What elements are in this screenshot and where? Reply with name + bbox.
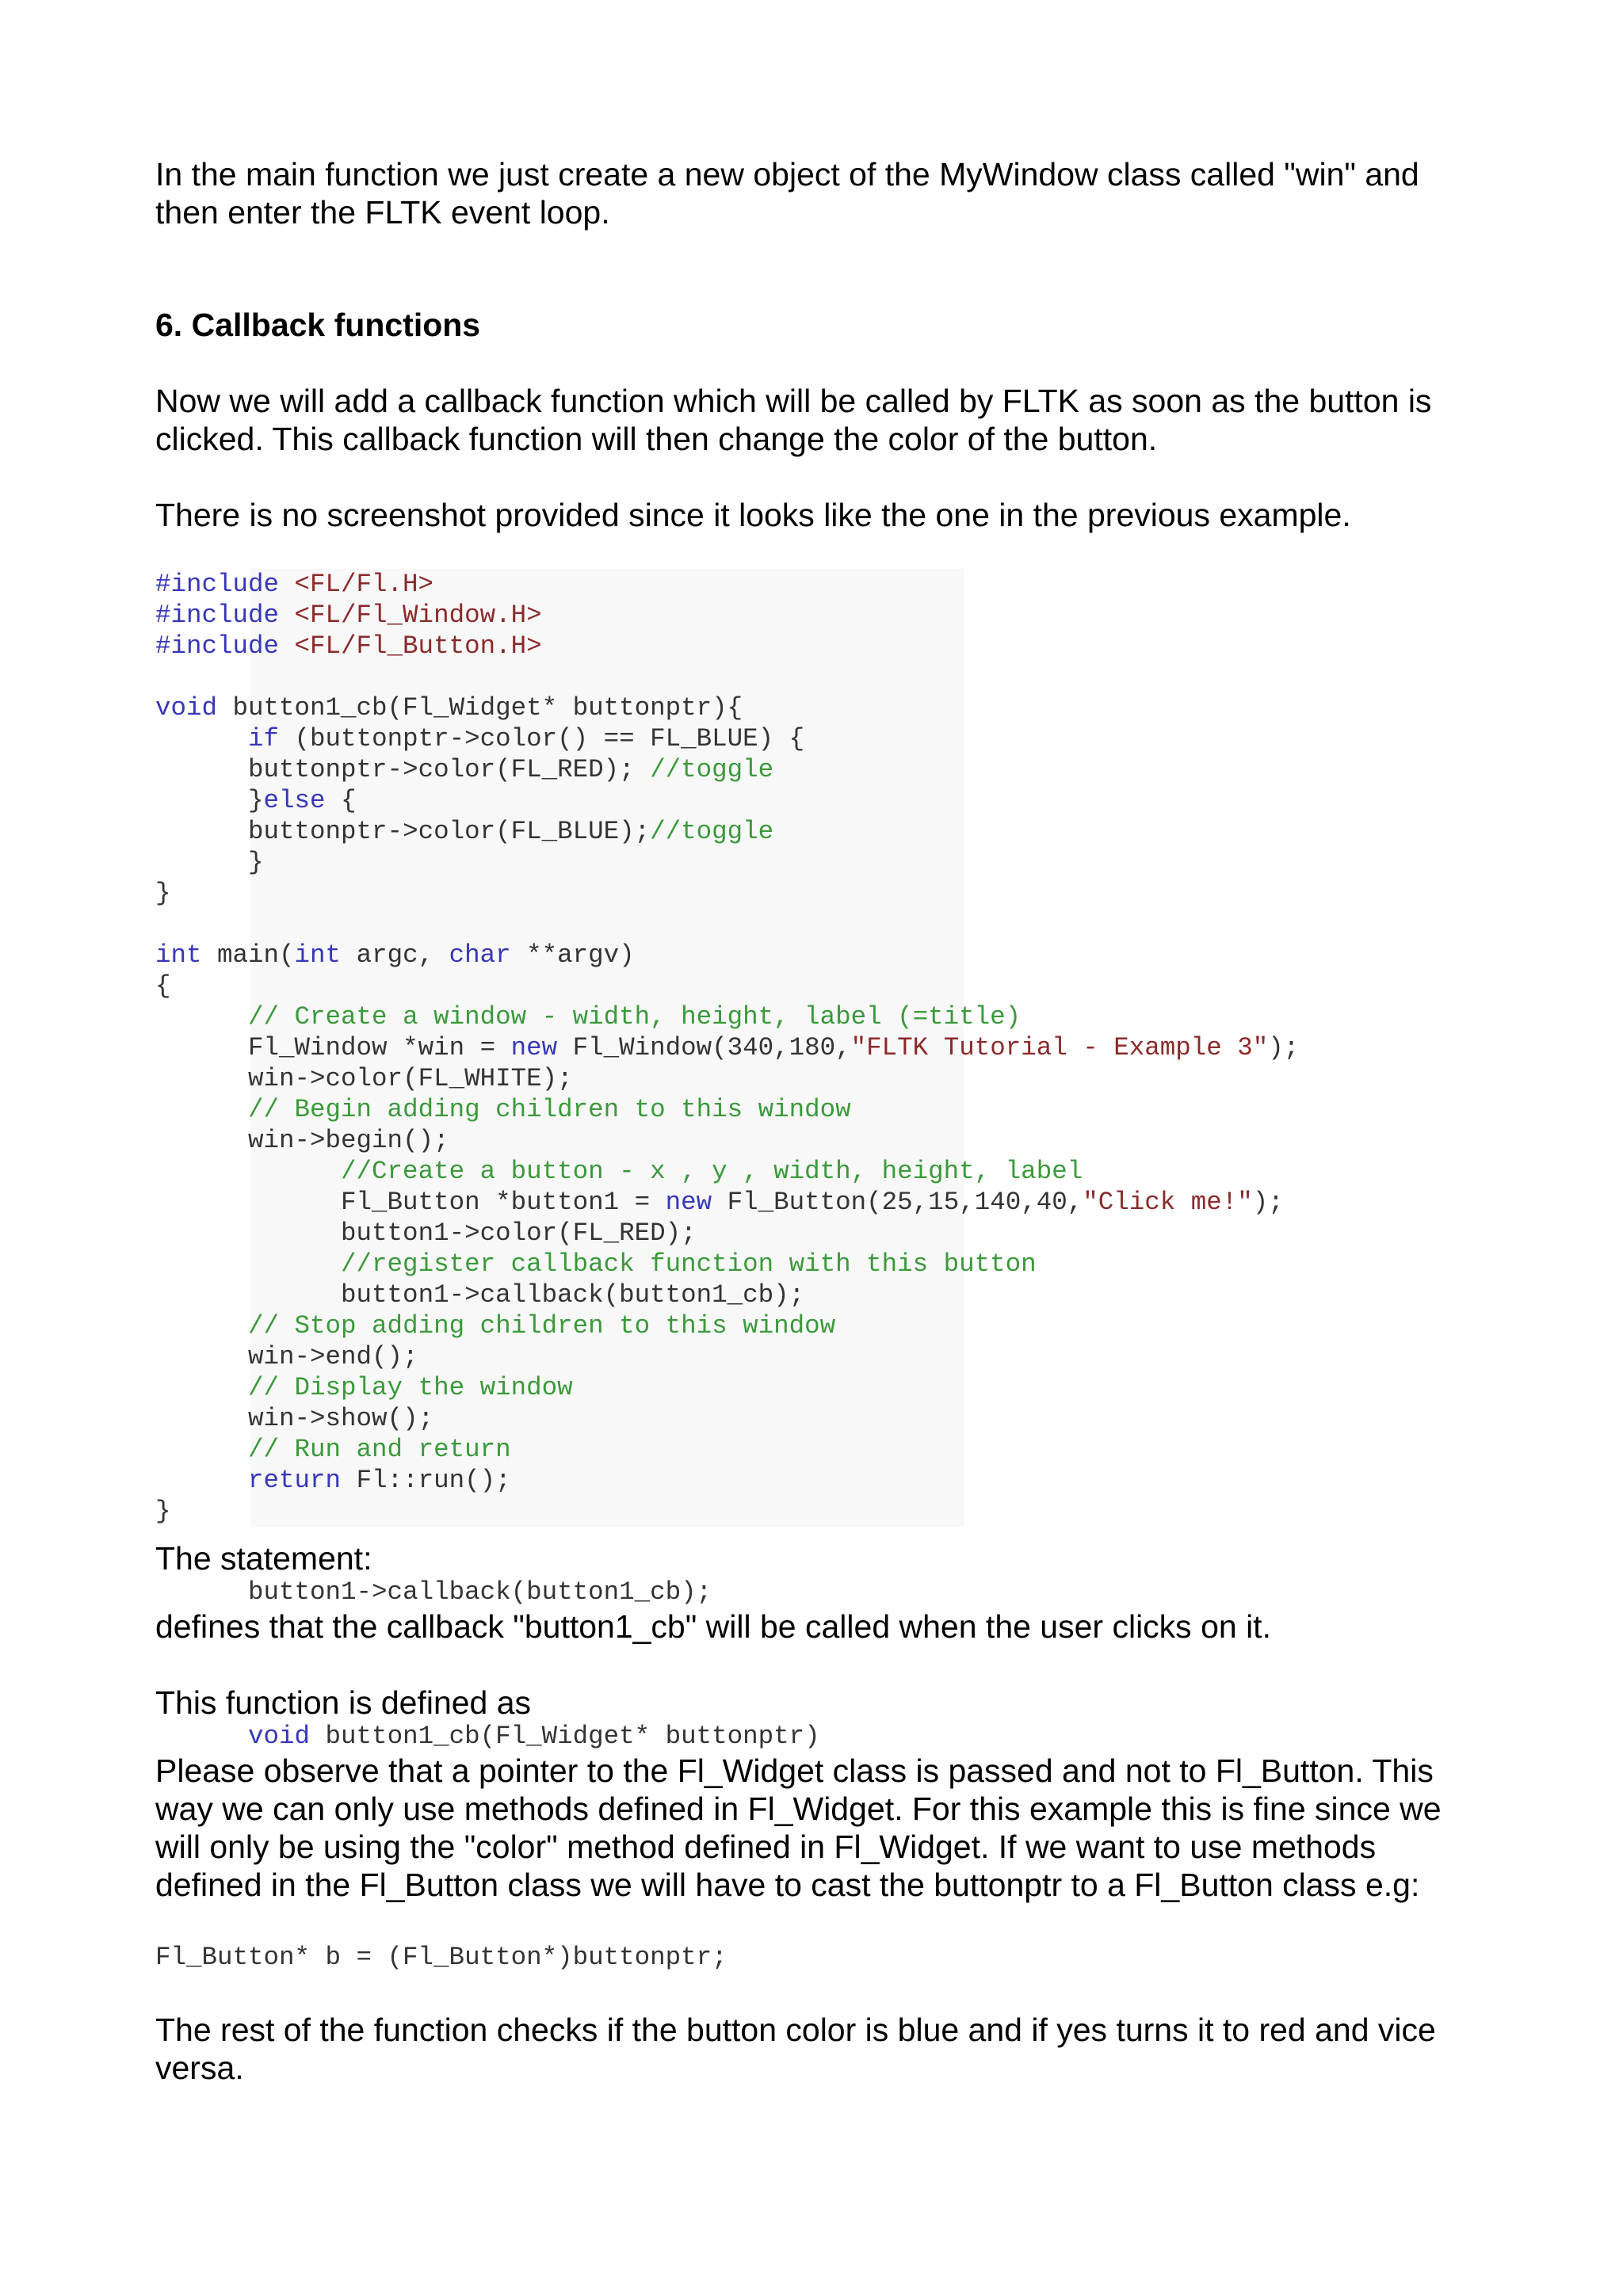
code-line: }else { xyxy=(248,786,357,815)
code-line: #include <FL/Fl_Button.H> xyxy=(155,631,542,661)
statement-explanation: defines that the callback "button1_cb" will be called when the user clicks on it. xyxy=(155,1608,1271,1645)
code-line: button1->color(FL_RED); xyxy=(341,1219,697,1248)
code-line xyxy=(155,909,1487,940)
rest-of-function-paragraph: The rest of the function checks if the button color is blue and if yes turns it to red and vice versa. xyxy=(155,2012,1436,2086)
cast-code: Fl_Button* b = (Fl_Button*)buttonptr; xyxy=(155,1943,727,1972)
document-content xyxy=(155,143,1487,2087)
code-line: void button1_cb(Fl_Widget* buttonptr){ xyxy=(155,693,743,723)
section-heading: 6. Callback functions xyxy=(155,307,481,343)
code-line: //Create a button - x , y , width, height, label xyxy=(341,1157,1083,1186)
function-signature-code: void button1_cb(Fl_Widget* buttonptr) xyxy=(248,1722,820,1751)
code-line: if (buttonptr->color() == FL_BLUE) { xyxy=(248,724,805,753)
code-line: #include <FL/Fl.H> xyxy=(155,570,434,599)
code-line: int main(int argc, char **argv) xyxy=(155,940,635,970)
code-line: // Stop adding children to this window xyxy=(248,1311,836,1341)
code-line: Fl_Window *win = new Fl_Window(340,180,"FLTK Tutorial - Example 3"); xyxy=(248,1033,1300,1062)
no-screenshot-paragraph: There is no screenshot provided since it looks like the one in the previous example. xyxy=(155,497,1351,533)
code-line: } xyxy=(155,1497,171,1526)
code-line: win->show(); xyxy=(248,1404,434,1433)
code-line: buttonptr->color(FL_RED); //toggle xyxy=(248,755,774,784)
code-line: Fl_Button *button1 = new Fl_Button(25,15,140,40,"Click me!"); xyxy=(341,1188,1284,1217)
defined-as-label: This function is defined as xyxy=(155,1684,532,1721)
code-line: win->end(); xyxy=(248,1342,418,1371)
code-line: return Fl::run(); xyxy=(248,1466,511,1495)
code-line xyxy=(155,662,1487,692)
code-lines xyxy=(155,569,1487,1527)
code-line: //register callback function with this button xyxy=(341,1249,1037,1279)
code-line: // Run and return xyxy=(248,1435,511,1464)
code-line: button1->callback(button1_cb); xyxy=(341,1280,805,1310)
statement-label: The statement: xyxy=(155,1540,372,1577)
code-line: #include <FL/Fl_Window.H> xyxy=(155,601,542,630)
code-line: win->begin(); xyxy=(248,1126,449,1155)
pointer-explanation-paragraph: Please observe that a pointer to the Fl_Widget class is passed and not to Fl_Button. This way we can only use methods defined in Fl_Widget. For this example this is fine since we will only be using the "color" method defined in Fl_Widget. If we want to use methods defined in the Fl_Button class we will have to cast the buttonptr to a Fl_Button class e.g: xyxy=(155,1753,1442,1903)
code-line: // Create a window - width, height, label (=title) xyxy=(248,1002,1022,1032)
statement-code: button1->callback(button1_cb); xyxy=(248,1577,712,1607)
code-line: } xyxy=(155,879,171,908)
intro-paragraph: In the main function we just create a new object of the MyWindow class called "win" and then enter the FLTK event loop. xyxy=(155,156,1419,231)
code-line: // Display the window xyxy=(248,1373,573,1402)
callback-intro-paragraph: Now we will add a callback function which will be called by FLTK as soon as the button is clicked. This callback function will then change the color of the button. xyxy=(155,383,1432,457)
code-listing xyxy=(155,569,1487,1527)
code-line: win->color(FL_WHITE); xyxy=(248,1064,573,1093)
code-line: buttonptr->color(FL_BLUE);//toggle xyxy=(248,817,774,846)
code-line: // Begin adding children to this window xyxy=(248,1095,851,1124)
code-line: } xyxy=(248,848,264,877)
code-line: { xyxy=(155,971,171,1001)
